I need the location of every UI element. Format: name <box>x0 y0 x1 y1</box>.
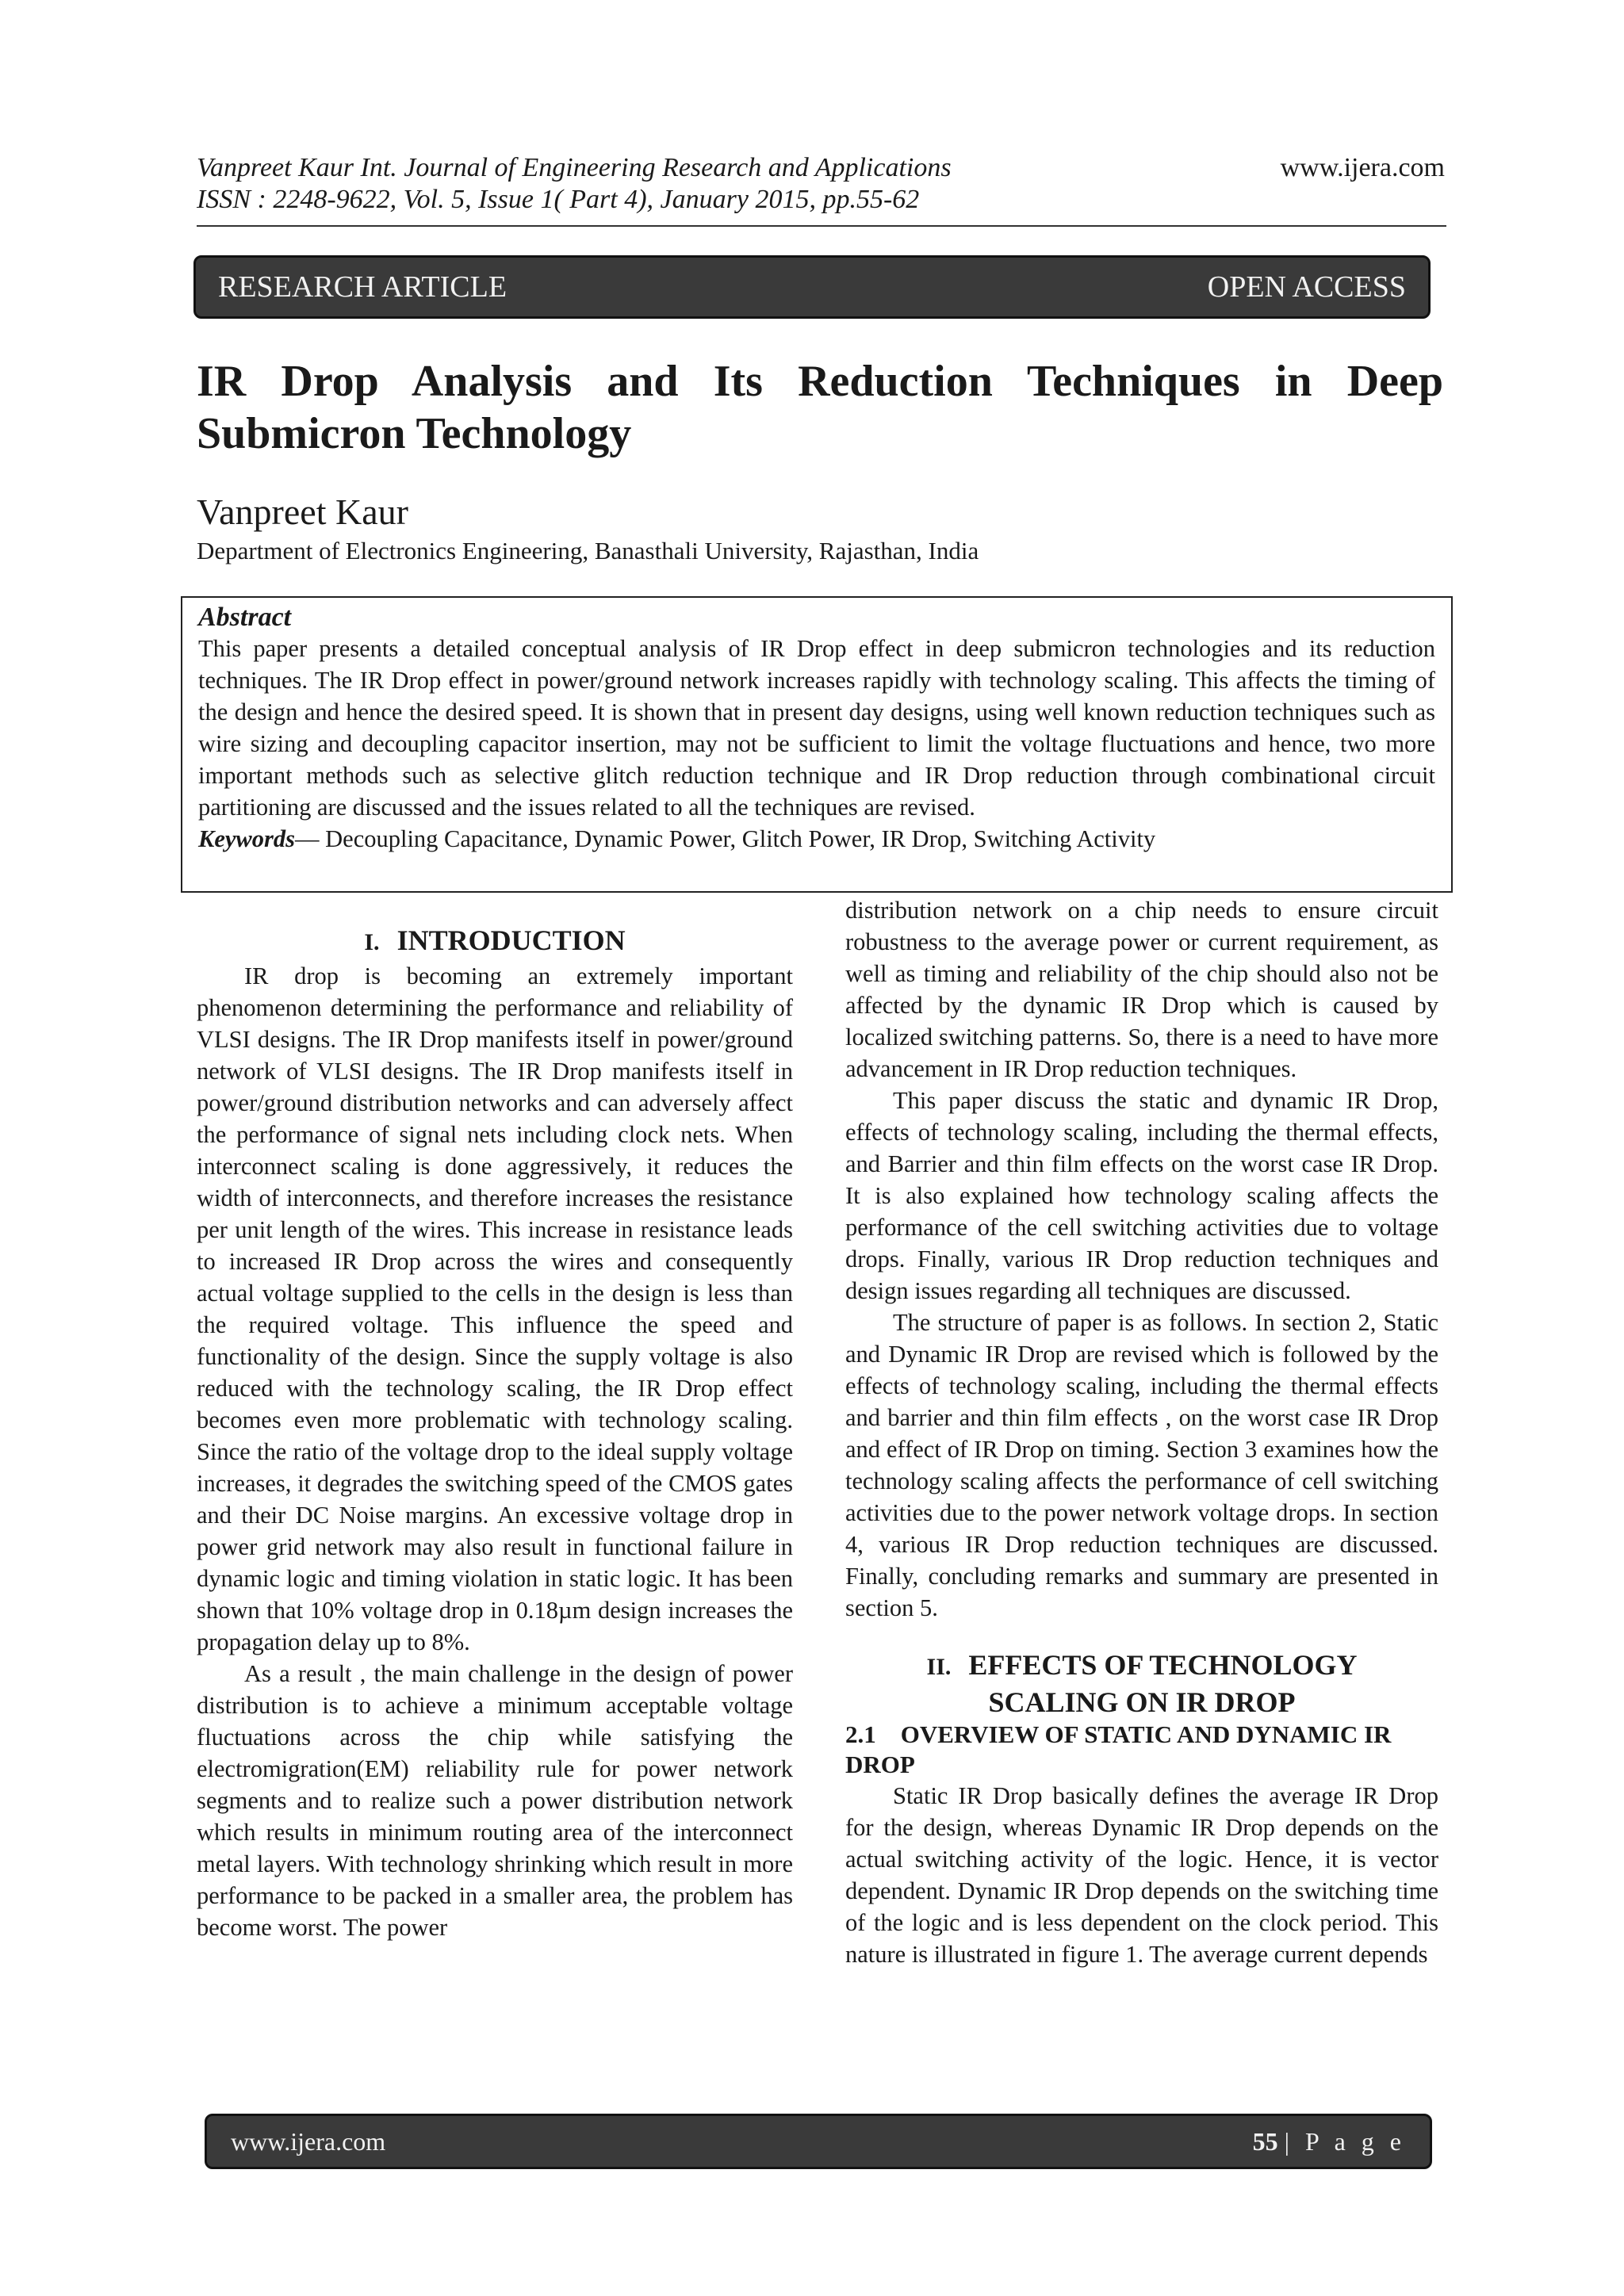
paragraph: IR drop is becoming an extremely important phenomenon determining the performance and reliability of VLSI designs. The IR Drop manifests itself in power/ground network of VLSI designs. The IR Drop manifests itself in power/ground distribution networks and can adversely affect the performance of signal nets including clock nets. When interconnect scaling is done aggressively, it reduces the width of interconnects, and therefore increases the resistance per unit length of the wires. This increase in resistance leads to increased IR Drop across the wires and consequently actual voltage supplied to the cells in the design is less than the required voltage. This influence the speed and functionality of the design. Since the supply voltage is also reduced with the technology scaling, the IR Drop effect becomes even more problematic with technology scaling. Since the ratio of the voltage drop to the ideal supply voltage increases, it degrades the switching speed of the CMOS gates and their DC Noise margins. An excessive voltage drop in power grid network may also result in functional failure in dynamic logic and timing violation in static logic. It has been shown that 10% voltage drop in 0.18µm design increases the propagation delay up to 8%. <box>197 962 793 1655</box>
page-footer <box>205 2114 1432 2169</box>
section-title: INTRODUCTION <box>396 924 626 956</box>
page-label: | P a g e <box>1284 2126 1406 2156</box>
subsection-number: 2.1 <box>845 1720 876 1748</box>
footer-website-link[interactable]: www.ijera.com <box>231 2126 386 2156</box>
section-title-line2: SCALING ON IR DROP <box>988 1686 1296 1718</box>
section-number: II. <box>926 1654 952 1680</box>
author-name: Vanpreet Kaur <box>197 492 408 532</box>
paragraph: The structure of paper is as follows. In section 2, Static and Dynamic IR Drop are revised which is followed by the effects of technology scaling, including the thermal effects and barrier and thin film effects , on the worst case IR Drop and effect of IR Drop on timing. Section 3 examines how the technology scaling affects the performance of cell switching activities due to the power network voltage drops. In section 4, various IR Drop reduction techniques are discussed. Finally, concluding remarks and summary are presented in section 5. <box>845 1309 1438 1621</box>
open-access-label: OPEN ACCESS <box>1207 270 1406 304</box>
issn-line: ISSN : 2248-9622, Vol. 5, Issue 1( Part 4), January 2015, pp.55-62 <box>197 185 920 214</box>
header-rule <box>197 225 1446 227</box>
right-column <box>845 894 1438 1970</box>
journal-line: Vanpreet Kaur Int. Journal of Engineering Research and Applications <box>197 153 952 182</box>
keywords-line <box>198 823 1435 855</box>
section-title-line1: EFFECTS OF TECHNOLOGY <box>968 1649 1358 1681</box>
abstract-box <box>181 596 1453 893</box>
subsection-heading <box>845 1720 1438 1780</box>
page-number-label <box>1253 2127 1406 2156</box>
section-heading-effects <box>845 1647 1438 1720</box>
paragraph: This paper discuss the static and dynamic IR Drop, effects of technology scaling, including the thermal effects, and Barrier and thin film effects on the worst case IR Drop. It is also explained how technology scaling affects the performance of the cell switching activities due to voltage drops. Finally, various IR Drop reduction techniques and design issues regarding all techniques are discussed. <box>845 1087 1438 1304</box>
subsection-title: OVERVIEW OF STATIC AND DYNAMIC IR DROP <box>845 1720 1392 1778</box>
keywords-heading: Keywords <box>198 825 295 852</box>
author-affiliation: Department of Electronics Engineering, Banasthali University, Rajasthan, India <box>197 537 979 564</box>
article-type-banner <box>193 255 1431 319</box>
abstract-heading: Abstract <box>198 603 292 632</box>
section-number: I. <box>364 929 380 955</box>
paragraph: Static IR Drop basically defines the average IR Drop for the design, whereas Dynamic IR Drop depends on the actual switching activity of the logic. Hence, it is vector dependent. Dynamic IR Drop depends on the switching time of the logic and is less dependent on the clock period. This nature is illustrated in figure 1. The average current depends <box>845 1782 1438 1968</box>
page-number: 55 <box>1252 2126 1278 2156</box>
running-header <box>197 152 1445 216</box>
keywords-list: — Decoupling Capacitance, Dynamic Power, Glitch Power, IR Drop, Switching Activity <box>295 825 1156 852</box>
paragraph-continued: distribution network on a chip needs to ensure circuit robustness to the average power or current requirement, as well as timing and reliability of the chip should also not be affected by the dynamic IR Drop which is caused by localized switching patterns. So, there is a need to have more advancement in IR Drop reduction techniques. <box>845 897 1438 1082</box>
left-column <box>197 923 793 1943</box>
abstract-body: This paper presents a detailed conceptual analysis of IR Drop effect in deep submicron technologies and its reduction techniques. The IR Drop effect in power/ground network increases rapidly with technology scaling. This affects the timing of the design and hence the desired speed. It is shown that in present day designs, using well known reduction techniques such as wire sizing and decoupling capacitor insertion, may not be sufficient to limit the voltage fluctuations and hence, two more important methods such as selective glitch reduction technique and IR Drop reduction through combinational circuit partitioning are discussed and the issues related to all the techniques are revised. <box>198 635 1435 821</box>
article-type-label: RESEARCH ARTICLE <box>218 270 508 304</box>
paper-title: IR Drop Analysis and Its Reduction Techniques in Deep Submicron Technology <box>197 357 1443 458</box>
paragraph: As a result , the main challenge in the design of power distribution is to achieve a minimum acceptable voltage fluctuations across the chip while satisfying the electromigration(EM) reliability rule for power network segments and to realize such a power distribution network which results in minimum routing area of the interconnect metal layers. With technology shrinking which result in more performance to be packed in a smaller area, the problem has become worst. The power <box>197 1660 793 1941</box>
section-heading-introduction <box>197 923 793 960</box>
header-website-link[interactable]: www.ijera.com <box>1280 153 1445 182</box>
